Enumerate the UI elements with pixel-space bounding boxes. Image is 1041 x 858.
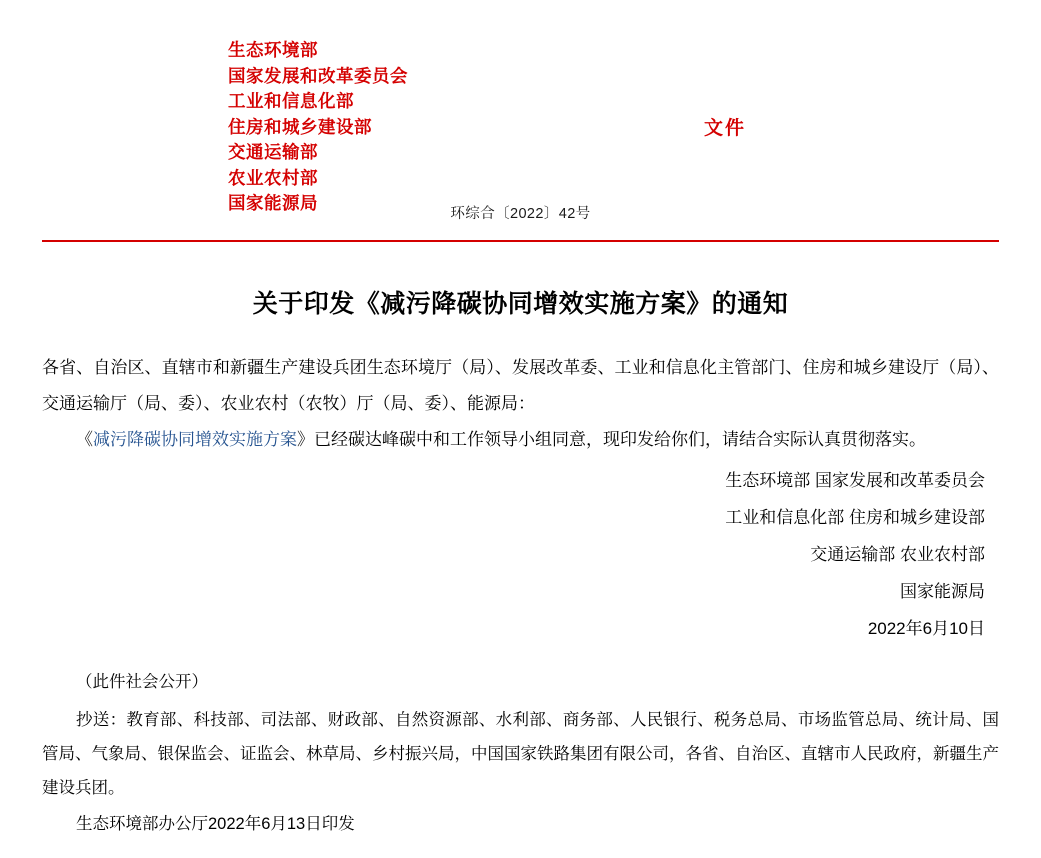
plan-document-link[interactable]: 减污降碳协同增效实施方案	[93, 430, 297, 449]
agency-name: 住房和城乡建设部	[228, 116, 372, 137]
signature-block	[42, 462, 985, 647]
main-paragraph	[42, 422, 999, 458]
red-divider-rule	[42, 240, 999, 242]
quote-open: 《	[76, 430, 93, 449]
main-paragraph-text: 》已经碳达峰碳中和工作领导小组同意，现印发给你们，请结合实际认真贯彻落实。	[297, 430, 926, 449]
signature-date: 2022年6月10日	[867, 619, 985, 638]
agency-name: 交通运输部	[228, 142, 318, 162]
agency-name: 生态环境部	[228, 40, 318, 60]
document-word-label: 文件	[704, 118, 747, 139]
signature-line: 交通运输部 农业农村部	[810, 545, 985, 564]
agency-name: 国家发展和改革委员会	[228, 65, 408, 86]
page-title: 关于印发《减污降碳协同增效实施方案》的通知	[252, 290, 789, 318]
issuing-agencies	[228, 38, 408, 217]
public-disclosure-note: （此件社会公开）	[76, 673, 208, 691]
print-info-line: 生态环境部办公厅2022年6月13日印发	[76, 815, 355, 833]
signature-line: 生态环境部 国家发展和改革委员会	[725, 471, 985, 490]
agency-name: 国家能源局	[228, 193, 318, 213]
agency-name: 工业和信息化部	[228, 91, 354, 111]
signature-line: 国家能源局	[900, 582, 985, 601]
footer-notes	[42, 665, 999, 841]
cc-list: 抄送：教育部、科技部、司法部、财政部、自然资源部、水利部、商务部、人民银行、税务总局、市场监管总局、统计局、国管局、气象局、银保监会、证监会、林草局、乡村振兴局，中国国家铁路集团有限公司，各省、自治区、直辖市人民政府，新疆生产建设兵团。	[42, 711, 999, 797]
document-number: 环综合〔2022〕42号	[450, 206, 591, 222]
document-number-section	[0, 196, 1041, 242]
document-body	[42, 350, 999, 458]
addressee-paragraph: 各省、自治区、直辖市和新疆生产建设兵团生态环境厅（局）、发展改革委、工业和信息化主管部门、住房和城乡建设厅（局）、交通运输厅（局、委）、农业农村（农牧）厅（局、委）、能源局：	[42, 358, 999, 413]
signature-line: 工业和信息化部 住房和城乡建设部	[725, 508, 985, 527]
agency-name: 农业农村部	[228, 167, 318, 188]
letterhead	[0, 0, 1041, 213]
